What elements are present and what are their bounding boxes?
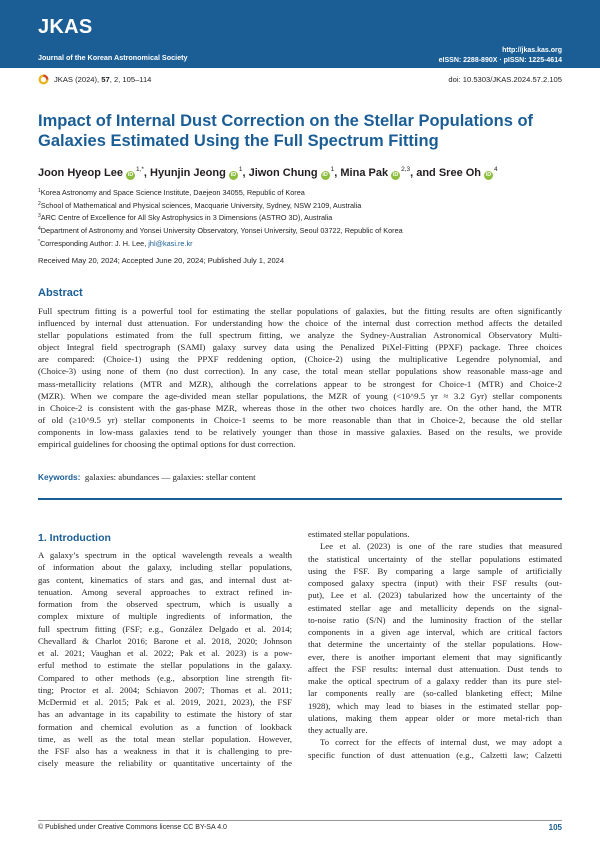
abstract-line: components in low-mass galaxies tend to be relatively younger than those in massive galaxies. Based on the results, we provide: [38, 426, 562, 437]
keywords-label: Keywords:: [38, 472, 81, 482]
body-line: A galaxy’s spectrum in the optical wavelength reveals a wealth: [38, 550, 292, 560]
author-name[interactable]: Sree Oh: [438, 167, 482, 179]
body-line: formation from the observed spectrum, which is usually a: [38, 599, 292, 609]
body-line: erful method to estimate the stellar populations in the galaxy.: [38, 660, 292, 671]
body-line: cisely measure the reliability or quantitative uncertainty of the: [38, 758, 292, 769]
abstract-line: Full spectrum fitting is a powerful tool for estimating the stellar populations of galaxies, but the fitting results are often significantly: [38, 306, 562, 316]
affiliation: $^2$School of Mathematical and Physical sciences, Macquarie University, Sydney, NSW 2109, Australia: [38, 200, 362, 210]
orcid-icon[interactable]: iD: [485, 172, 492, 178]
body-line: put), Lee et al. (2023) tabularized how the uncertainty of the: [308, 590, 562, 601]
body-line: time, as well as the total mean stellar population. However,: [38, 733, 292, 744]
abstract-line: influenced by internal dust attenuation. For understanding how the choice of the internal dust correction method affects the detailed: [38, 318, 562, 329]
body-line: the statistical uncertainty of the stellar populations estimated: [308, 553, 562, 564]
body-line: make the optical spectrum of a galaxy redder than its pure stel-: [308, 676, 562, 686]
body-line: gas content, kinematics of stars and gas, and internal dust at-: [38, 574, 292, 585]
body-line: full spectrum fitting (FSF; e.g., González Delgado et al. 2014;: [38, 623, 292, 634]
body-line: Compared to other methods (e.g., absorption line strength fit-: [38, 672, 292, 683]
paper-title: [38, 111, 562, 151]
orcid-icon[interactable]: iD: [392, 172, 399, 178]
abstract-body: [38, 305, 562, 450]
body-line: specific function of dust attenuation (e.g., Calzetti law; Calzetti: [308, 749, 562, 760]
journal-issn: eISSN: 2288-890X · pISSN: 1225-4614: [438, 57, 562, 64]
body-line: of information about the galaxy, including stellar populations,: [38, 562, 292, 573]
citation: JKAS (2024), 57, 2, 105–114: [54, 75, 152, 84]
license-text: © Published under Creative Commons license CC BY-SA 4.0: [38, 824, 227, 831]
body-line: the FSF also has a weakness in that it is challenging to pre-: [38, 746, 292, 756]
abstract-heading: Abstract: [38, 287, 83, 299]
citation-line: [38, 74, 562, 86]
page-number: 105: [548, 823, 562, 832]
orcid-icon[interactable]: iD: [127, 172, 134, 178]
abstract-line: mass-metallicity relations (MTR and MZR), although the correlations appear to be strongest for Choice-1 (MTR) and Choice-2: [38, 378, 562, 389]
body-line: McDermid et al. 2015; Pak et al. 2019, 2021, 2023), the FSF: [38, 697, 292, 707]
crossmark-icon[interactable]: [38, 74, 49, 85]
abstract-line: of old (≥10^9.5 yr) stellar components in Choice-1 seems to be more reasonable than that in Choice-2, because the old stellar: [38, 414, 562, 425]
orcid-icon[interactable]: iD: [322, 172, 328, 178]
corresponding-author: *Corresponding Author: J. H. Lee, jhl@kasi.re.kr: [38, 238, 193, 248]
body-line: 1928), which may lead to biases in the estimated stellar pop-: [308, 700, 562, 711]
title-line: Galaxies Estimated Using the Full Spectrum Fitting: [38, 132, 439, 150]
section-heading: 1. Introduction: [38, 532, 111, 544]
keywords: [38, 472, 256, 482]
author-list: Joon Hyeop Lee $iD^{1,*}$, Hyunjin Jeong $iD^1$, Jiwon Chung $iD^1$, Mina Pak iD$^{2,3}$, and Sree Oh $iD^4$: [38, 166, 498, 179]
author-affil-mark: 2,3: [401, 166, 411, 173]
abstract-line: stellar populations estimated from the full spectrum fitting, we analyze the Sydney-Australian Astronomical Observatory Multi-: [38, 330, 562, 341]
author-affil-mark: 4: [494, 166, 498, 173]
abstract-line: (MZR). When we compare the age-divided mean stellar populations, the MZR of young (<10^9.5 yr ≈ 3.2 Gyr) stellar components: [38, 390, 562, 401]
journal-url-link[interactable]: http://jkas.kas.org: [502, 47, 562, 54]
author-affil-mark: 1: [238, 166, 243, 173]
affiliations: [38, 186, 562, 250]
keywords-text: galaxies: abundances — galaxies: stellar content: [84, 472, 256, 482]
abstract-line: empirical guidelines for choosing the optimal options for dust correction.: [38, 439, 296, 450]
body-line: lar components really are (so-called blanketing effect; Milne: [308, 688, 562, 699]
citation-volume: 57: [101, 75, 110, 84]
body-right-column: [308, 528, 562, 761]
body-line: ever, there is another important element that may significantly: [308, 651, 562, 662]
doi-link[interactable]: doi: 10.5303/JKAS.2024.57.2.105: [448, 75, 562, 84]
journal-banner: [0, 0, 600, 68]
body-line: composed galaxy spectra (input) with their FSF results (out-: [308, 578, 562, 588]
body-line: Chevallard & Charlot 2016; Barone et al. 2018, 2020; Johnson: [38, 635, 292, 646]
author-name[interactable]: Hyunjin Jeong: [150, 167, 226, 179]
body-line: that determine the uncertainty of the stellar populations. How-: [308, 639, 562, 650]
author-affil-mark: 1,*: [135, 166, 144, 173]
body-left-column: [38, 549, 292, 770]
body-line: ulations, making them appear older or more metal-rich than: [308, 712, 562, 723]
section-divider: [38, 498, 562, 500]
body-line: components in a given age interval, which are critical factors: [308, 627, 562, 637]
affiliation: $^3$ARC Centre of Excellence for All Sky Astrophysics in 3 Dimensions (ASTRO 3D), Australia: [38, 213, 333, 223]
body-line: estimated stellar populations.: [308, 529, 410, 539]
abstract-line: object Integral field spectrograph (SAMI) galaxy survey data using the Penalized PiXel-Fitting (PPXF) package. Three choices: [38, 342, 562, 353]
affiliation: $^4$Department of Astronomy and Yonsei University Observatory, Yonsei University, Seoul 03722, Republic of Korea: [38, 226, 403, 236]
journal-full-name: Journal of the Korean Astronomical Society: [38, 53, 188, 62]
body-line: affect the FSF results: internal dust attenuation. Dust tends to: [308, 663, 562, 674]
body-line: formation and chemical evolution as a function of lookback: [38, 721, 292, 732]
body-line: et al. 2021; Vaughan et al. 2022; Pak et al. 2023) is a pow-: [38, 648, 292, 658]
abstract-line: are compared: (Choice-1) using the PPXF reddening option, (Choice-2) using the multiplicative Legendre polynomial, and: [38, 354, 562, 365]
journal-short-name: JKAS: [38, 16, 93, 38]
body-line: using the FSF. By comparing a large sample of artificially: [308, 565, 562, 576]
email-link[interactable]: jhl@kasi.re.kr: [148, 238, 193, 248]
body-line: ting; Proctor et al. 2004; Schiavon 2007; Thomas et al. 2011;: [38, 684, 292, 695]
affiliation: $^1$Korea Astronomy and Space Science Institute, Daejeon 34055, Republic of Korea: [38, 188, 305, 197]
body-line: Lee et al. (2023) is one of the rare studies that measured: [320, 541, 562, 552]
title-line: Impact of Internal Dust Correction on the Stellar Populations of: [38, 112, 534, 130]
body-line: has an advantage in its capability to estimate the history of star: [38, 709, 292, 720]
body-line: to-noise ratio (S/N) and the luminosity fraction of the stellar: [308, 614, 562, 625]
author-affil-mark: 1: [330, 166, 335, 173]
orcid-icon[interactable]: iD: [230, 172, 237, 178]
body-line: To correct for the effects of internal dust, we may adopt a: [320, 737, 562, 748]
publication-dates: Received May 20, 2024; Accepted June 20, 2024; Published July 1, 2024: [38, 256, 285, 265]
author-name[interactable]: Joon Hyeop Lee: [38, 167, 123, 179]
author-name[interactable]: Mina Pak: [340, 167, 389, 179]
abstract-line: (Choice-3) using none of them (no dust correction). In any case, the total mean stellar populations show reasonable mass-age and: [38, 366, 562, 377]
body-line: complex mixture of multiple ingredients of information, the: [38, 611, 292, 622]
footer: [38, 824, 562, 831]
abstract-line: in Choice-2 is consistent with the gas-phase MZR, whereas those in the other two choices hardly are. On the other hand, the MTR: [38, 402, 562, 413]
footer-divider: [38, 820, 562, 821]
body-line: estimated stellar age and metallicity depends on the signal-: [308, 602, 562, 613]
author-name[interactable]: Jiwon Chung: [248, 167, 318, 179]
body-line: they actually are.: [308, 725, 368, 735]
body-line: tenuation. Among several approaches to extract refined in-: [38, 586, 292, 597]
